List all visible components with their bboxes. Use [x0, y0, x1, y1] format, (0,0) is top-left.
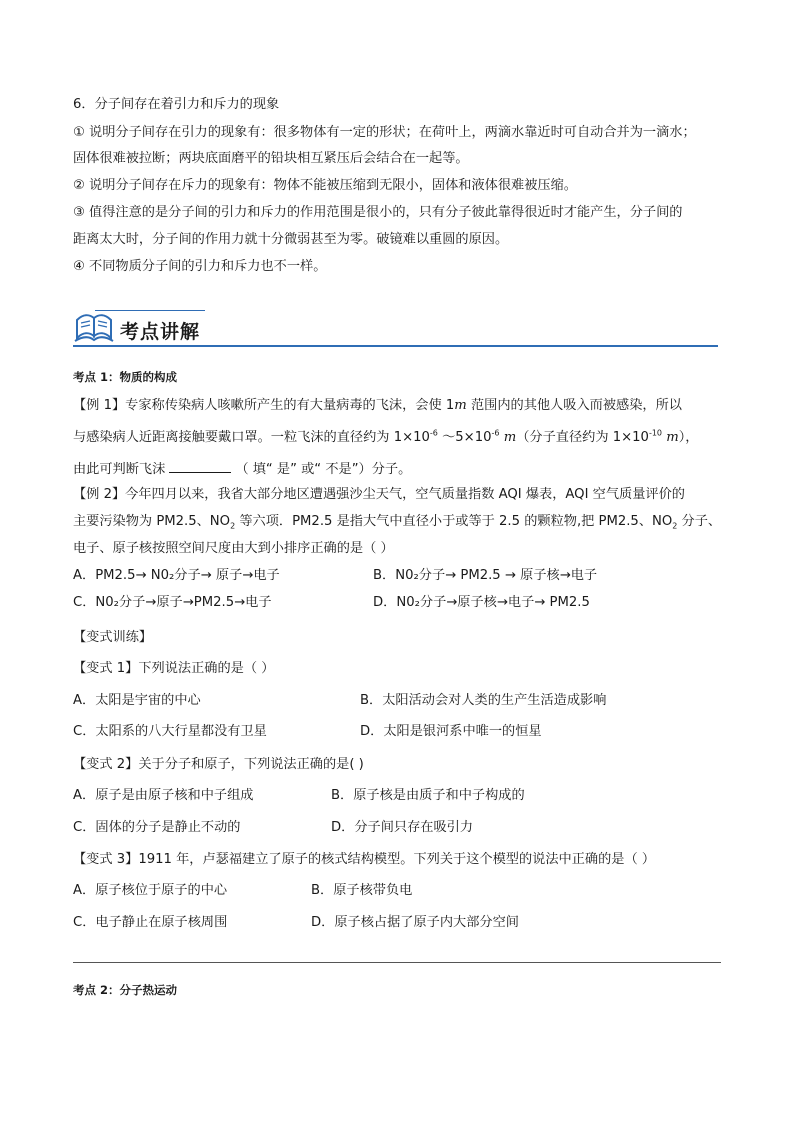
text: ），: [678, 430, 699, 445]
topic-2-title: 考点 2：分子热运动: [73, 983, 178, 997]
unit: m: [662, 430, 679, 445]
example-2-line: [73, 512, 724, 532]
section-rule: [73, 345, 718, 347]
text: 范围内的其他人吸入而被感染，所以: [466, 398, 682, 413]
example-2-line: 【例 2】今年四月以来，我省大部分地区遭遇强沙尘天气，空气质量指数 AQI 爆表，AQI 空气质量评价的: [73, 487, 685, 502]
example-1-line: [73, 428, 724, 448]
exponent: -6: [429, 428, 438, 438]
variant-3-option-d[interactable]: D．原子核占据了原子内大部分空间: [311, 915, 519, 930]
variant-3-option-b[interactable]: B．原子核带负电: [311, 883, 413, 898]
subscript: 2: [230, 521, 236, 531]
text: 与感染病人近距离接触要戴口罩。一粒飞沫的直径约为 1×10: [73, 430, 430, 445]
variant-1-option-a[interactable]: A．太阳是宇宙的中心: [73, 693, 201, 708]
example-2-option-d[interactable]: D．N0₂分子→原子核→电子→ PM2.5: [373, 595, 590, 610]
variant-2-option-b[interactable]: B．原子核是由质子和中子构成的: [331, 788, 525, 803]
intro-line: ② 说明分子间存在斥力的现象有：物体不能被压缩到无限小，固体和液体很难被压缩。: [73, 178, 577, 193]
variant-3-question: 【变式 3】1911 年，卢瑟福建立了原子的核式结构模型。下列关于这个模型的说法中正确的是（ ）: [73, 852, 656, 867]
variant-2-question: 【变式 2】关于分子和原子，下列说法正确的是( ): [73, 757, 364, 772]
variant-2-option-c[interactable]: C．固体的分子是静止不动的: [73, 820, 241, 835]
book-icon: [73, 310, 115, 344]
variant-3-option-c[interactable]: C．电子静止在原子核周围: [73, 915, 228, 930]
section-title: 考点讲解: [120, 321, 201, 343]
subscript: 2: [672, 521, 678, 531]
section-top-rule: [95, 310, 205, 311]
example-1-line: [73, 396, 724, 416]
section-divider: [73, 962, 721, 963]
text: 【例 1】专家称传染病人咳嗽所产生的有大量病毒的飞沫，会使 1: [73, 398, 455, 413]
variant-2-option-a[interactable]: A．原子是由原子核和中子组成: [73, 788, 254, 803]
intro-line: 距离太大时，分子间的作用力就十分微弱甚至为零。破镜难以重圆的原因。: [73, 232, 509, 247]
text: （分子直径约为 1×10: [516, 430, 649, 445]
text: 等六项．PM2.5 是指大气中直径小于或等于 2.5 的颗粒物,把 PM2.5、NO: [235, 514, 673, 529]
example-1-line: [73, 460, 724, 480]
answer-blank[interactable]: [169, 460, 231, 473]
text: 主要污染物为 PM2.5、NO: [73, 514, 231, 529]
text: （ 填“ 是” 或“ 不是”）分子。: [235, 462, 412, 477]
example-2-option-a[interactable]: A．PM2.5→ N0₂分子→ 原子→电子: [73, 568, 280, 583]
variant-training-heading: 【变式训练】: [73, 630, 153, 645]
variant-3-option-a[interactable]: A．原子核位于原子的中心: [73, 883, 228, 898]
variant-1-option-c[interactable]: C．太阳系的八大行星都没有卫星: [73, 724, 267, 739]
exponent: -6: [491, 428, 500, 438]
intro-line: ① 说明分子间存在引力的现象有：很多物体有一定的形状；在荷叶上，两滴水靠近时可自动合并为一滴水；: [73, 125, 696, 140]
example-2-line: 电子、原子核按照空间尺度由大到小排序正确的是（ ）: [73, 541, 394, 556]
variant-1-question: 【变式 1】下列说法正确的是（ ）: [73, 661, 275, 676]
exponent: -10: [648, 428, 663, 438]
example-2-option-b[interactable]: B．N0₂分子→ PM2.5 → 原子核→电子: [373, 568, 598, 583]
intro-line: ④ 不同物质分子间的引力和斥力也不一样。: [73, 259, 327, 274]
variant-2-option-d[interactable]: D．分子间只存在吸引力: [331, 820, 474, 835]
example-2-option-c[interactable]: C．N0₂分子→原子→PM2.5→电子: [73, 595, 272, 610]
intro-heading: 6．分子间存在着引力和斥力的现象: [73, 97, 280, 112]
text: ～5×10: [437, 430, 492, 445]
unit: m: [499, 430, 517, 445]
topic-1-title: 考点 1：物质的构成: [73, 370, 178, 384]
variant-1-option-b[interactable]: B．太阳活动会对人类的生产生活造成影响: [360, 693, 607, 708]
unit: m: [454, 398, 467, 413]
text: 由此可判断飞沫: [73, 462, 166, 477]
variant-1-option-d[interactable]: D．太阳是银河系中唯一的恒星: [360, 724, 542, 739]
intro-line: ③ 值得注意的是分子间的引力和斥力的作用范围是很小的，只有分子彼此靠得很近时才能产生，分子间的: [73, 205, 683, 220]
intro-line: 固体很难被拉断；两块底面磨平的铅块相互紧压后会结合在一起等。: [73, 151, 469, 166]
text: 分子、: [677, 514, 722, 529]
